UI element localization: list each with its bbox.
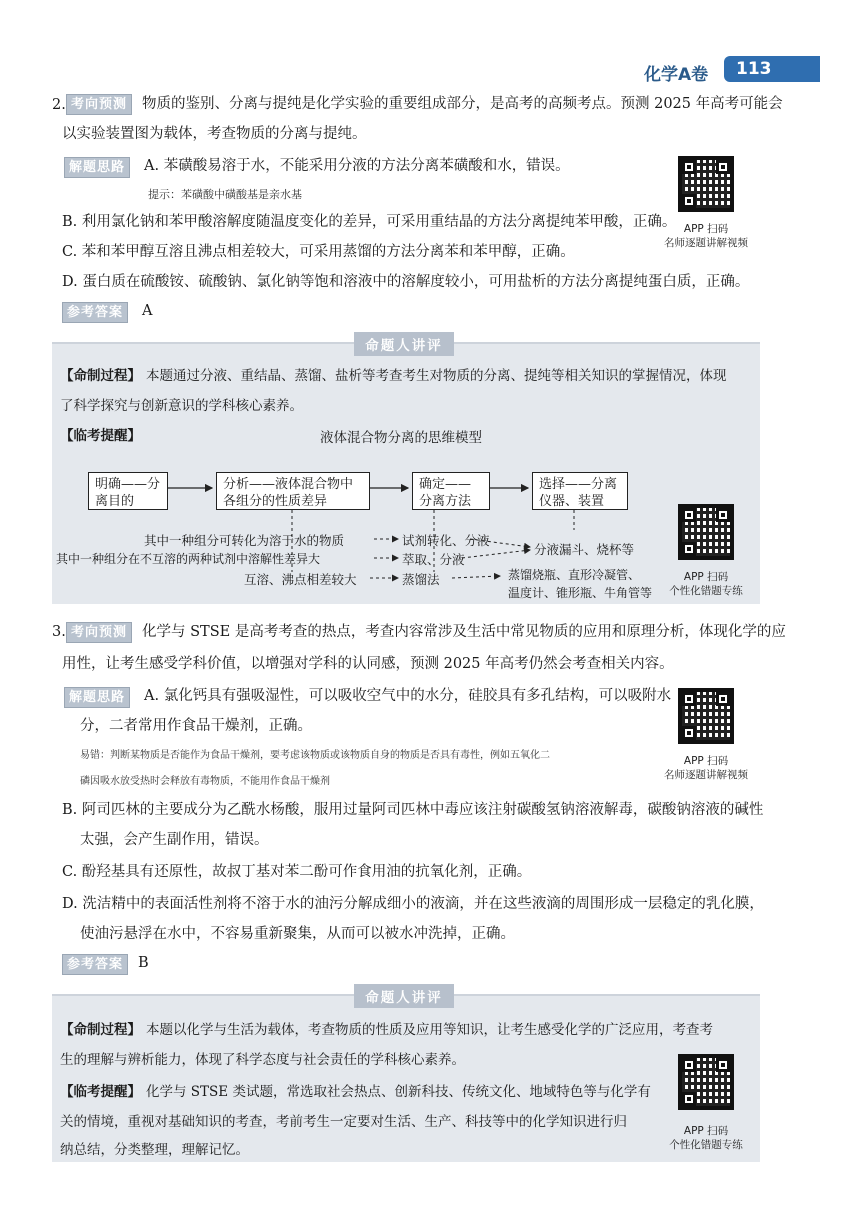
diagram-box-analyze: 分析——液体混合物中各组分的性质差异 [216,472,370,510]
option-a-line-2: 分，二者常用作食品干燥剂，正确。 [80,718,312,734]
diagram-box-method: 确定——分离方法 [412,472,490,510]
remind-line-2: 关的情境，重视对基础知识的考查，考前考生一定要对生活、生产、科技等中的化学知识进行归 [60,1114,627,1130]
option-b-line-2: 太强，会产生副作用，错误。 [80,832,269,848]
tag-answer: 参考答案 [62,302,128,323]
remind-label: 【临考提醒】 [60,1084,141,1100]
tag-predict: 考向预测 [66,94,132,115]
method-3: 蒸馏法 [402,572,440,587]
option-a-note-2: 磷因吸水放受热时会释放有毒物质，不能用作食品干燥剂 [80,776,330,787]
panel-title: 命题人讲评 [354,332,454,356]
option-d-line-2: 使油污悬浮在水中，不容易重新聚集，从而可以被水冲洗掉，正确。 [80,926,515,942]
option-a: A. 苯磺酸易溶于水，不能采用分液的方法分离苯磺酸和水，错误。 [144,158,570,174]
equipment-1: 分液漏斗、烧杯等 [534,542,635,557]
qr-code-icon[interactable] [678,1054,734,1110]
condition-1: 其中一种组分可转化为溶于水的物质 [144,533,345,548]
tag-analysis: 解题思路 [64,157,130,178]
process-line-1: 本题通过分液、重结晶、蒸馏、盐析等考查考生对物质的分离、提纯等相关知识的掌握情况，体现 [146,368,727,384]
question-3 [0,610,867,980]
answer: A [142,303,153,319]
qr-caption [656,222,756,250]
qr-caption-line-2: 名师逐题讲解视频 [664,769,748,781]
option-a-note: 提示：苯磺酸中磺酸基是亲水基 [148,188,302,201]
predict-line-2: 以实验装置图为载体，考查物质的分离与提纯。 [62,126,367,142]
qr-caption-line-1: APP 扫码 [683,755,729,767]
diagram-title: 液体混合物分离的思维模型 [320,430,482,446]
method-2: 萃取、分液 [402,552,465,567]
condition-2: 其中一种组分在不互溶的两种试剂中溶解性差异大 [56,552,321,566]
option-b-line-1: B. 阿司匹林的主要成分为乙酰水杨酸，服用过量阿司匹林中毒应该注射碳酸氢钠溶液解毒，碳酸钠溶液的碱性 [62,802,764,818]
process-line-1: 本题以化学与生活为载体，考查物质的性质及应用等知识，让考生感受化学的广泛应用，考查考 [146,1022,713,1038]
commentary-panel-2 [52,990,760,1162]
process-label: 【命制过程】 [60,368,141,384]
process-line-2: 生的理解与辨析能力，体现了科学态度与社会责任的学科核心素养。 [60,1052,465,1068]
remind-line-3: 纳总结，分类整理，理解记忆。 [60,1142,249,1158]
tag-analysis: 解题思路 [64,687,130,708]
panel-title: 命题人讲评 [354,984,454,1008]
qr-code-icon[interactable] [678,504,734,560]
option-b: B. 利用氯化钠和苯甲酸溶解度随温度变化的差异，可采用重结晶的方法分离提纯苯甲酸，正确。 [62,214,677,230]
qr-caption-line-1: APP 扫码 [683,571,729,583]
equipment-2b: 温度计、锥形瓶、牛角管等 [508,586,653,600]
book-title: 化学A卷 [644,65,709,85]
option-c: C. 苯和苯甲醇互溶且沸点相差较大，可采用蒸馏的方法分离苯和苯甲醇，正确。 [62,244,575,260]
method-1: 试剂转化、分液 [402,533,490,548]
remind-label: 【临考提醒】 [60,428,141,444]
option-a-line-1: A. 氯化钙具有强吸湿性，可以吸收空气中的水分，硅胶具有多孔结构，可以吸附水 [144,688,672,704]
option-c: C. 酚羟基具有还原性，故叔丁基对苯二酚可作食用油的抗氧化剂，正确。 [62,864,532,880]
qr-caption-line-1: APP 扫码 [683,1125,729,1137]
process-line-2: 了科学探究与创新意识的学科核心素养。 [60,398,303,414]
process-label: 【命制过程】 [60,1022,141,1038]
qr-caption-line-1: APP 扫码 [683,223,729,235]
predict-line-2: 用性，让考生感受学科价值，以增强对学科的认同感，预测 2025 年高考仍然会考查相关内容。 [62,656,674,672]
remind-line-1: 化学与 STSE 类试题，常选取社会热点、创新科技、传统文化、地域特色等与化学有 [146,1084,651,1100]
page-number: 113 [724,56,820,82]
question-2 [0,0,867,330]
qr-caption-line-2: 个性化错题专练 [669,585,743,597]
question-number: 2. [52,97,66,113]
answer: B [138,955,149,971]
qr-caption [656,754,756,782]
qr-caption-line-2: 个性化错题专练 [669,1139,743,1151]
option-d: D. 蛋白质在硫酸铵、硫酸钠、氯化钠等饱和溶液中的溶解度较小，可用盐析的方法分离提纯蛋白质，正确。 [62,274,750,290]
tag-answer: 参考答案 [62,954,128,975]
qr-caption [656,1124,756,1152]
question-number: 3. [52,624,66,640]
commentary-panel-1 [52,338,760,604]
condition-3: 互溶、沸点相差较大 [244,572,357,587]
qr-code-icon[interactable] [678,156,734,212]
option-a-note-1: 易错：判断某物质是否能作为食品干燥剂，要考虑该物质或该物质自身的物质是否具有毒性，例如五氧化二 [80,750,550,761]
diagram-box-equipment: 选择——分离仪器、装置 [532,472,628,510]
predict-line-1: 物质的鉴别、分离与提纯是化学实验的重要组成部分，是高考的高频考点。预测 2025 年高考可能会 [142,96,783,112]
tag-predict: 考向预测 [66,622,132,643]
predict-line-1: 化学与 STSE 是高考考查的热点，考查内容常涉及生活中常见物质的应用和原理分析，体现化学的应 [142,624,786,640]
qr-caption [656,570,756,598]
option-d-line-1: D. 洗洁精中的表面活性剂将不溶于水的油污分解成细小的液滴，并在这些液滴的周围形成一层稳定的乳化膜， [62,896,764,912]
diagram-box-goal: 明确——分离目的 [88,472,168,510]
qr-caption-line-2: 名师逐题讲解视频 [664,237,748,249]
equipment-2a: 蒸馏烧瓶、直形冷凝管、 [508,568,641,582]
qr-code-icon[interactable] [678,688,734,744]
